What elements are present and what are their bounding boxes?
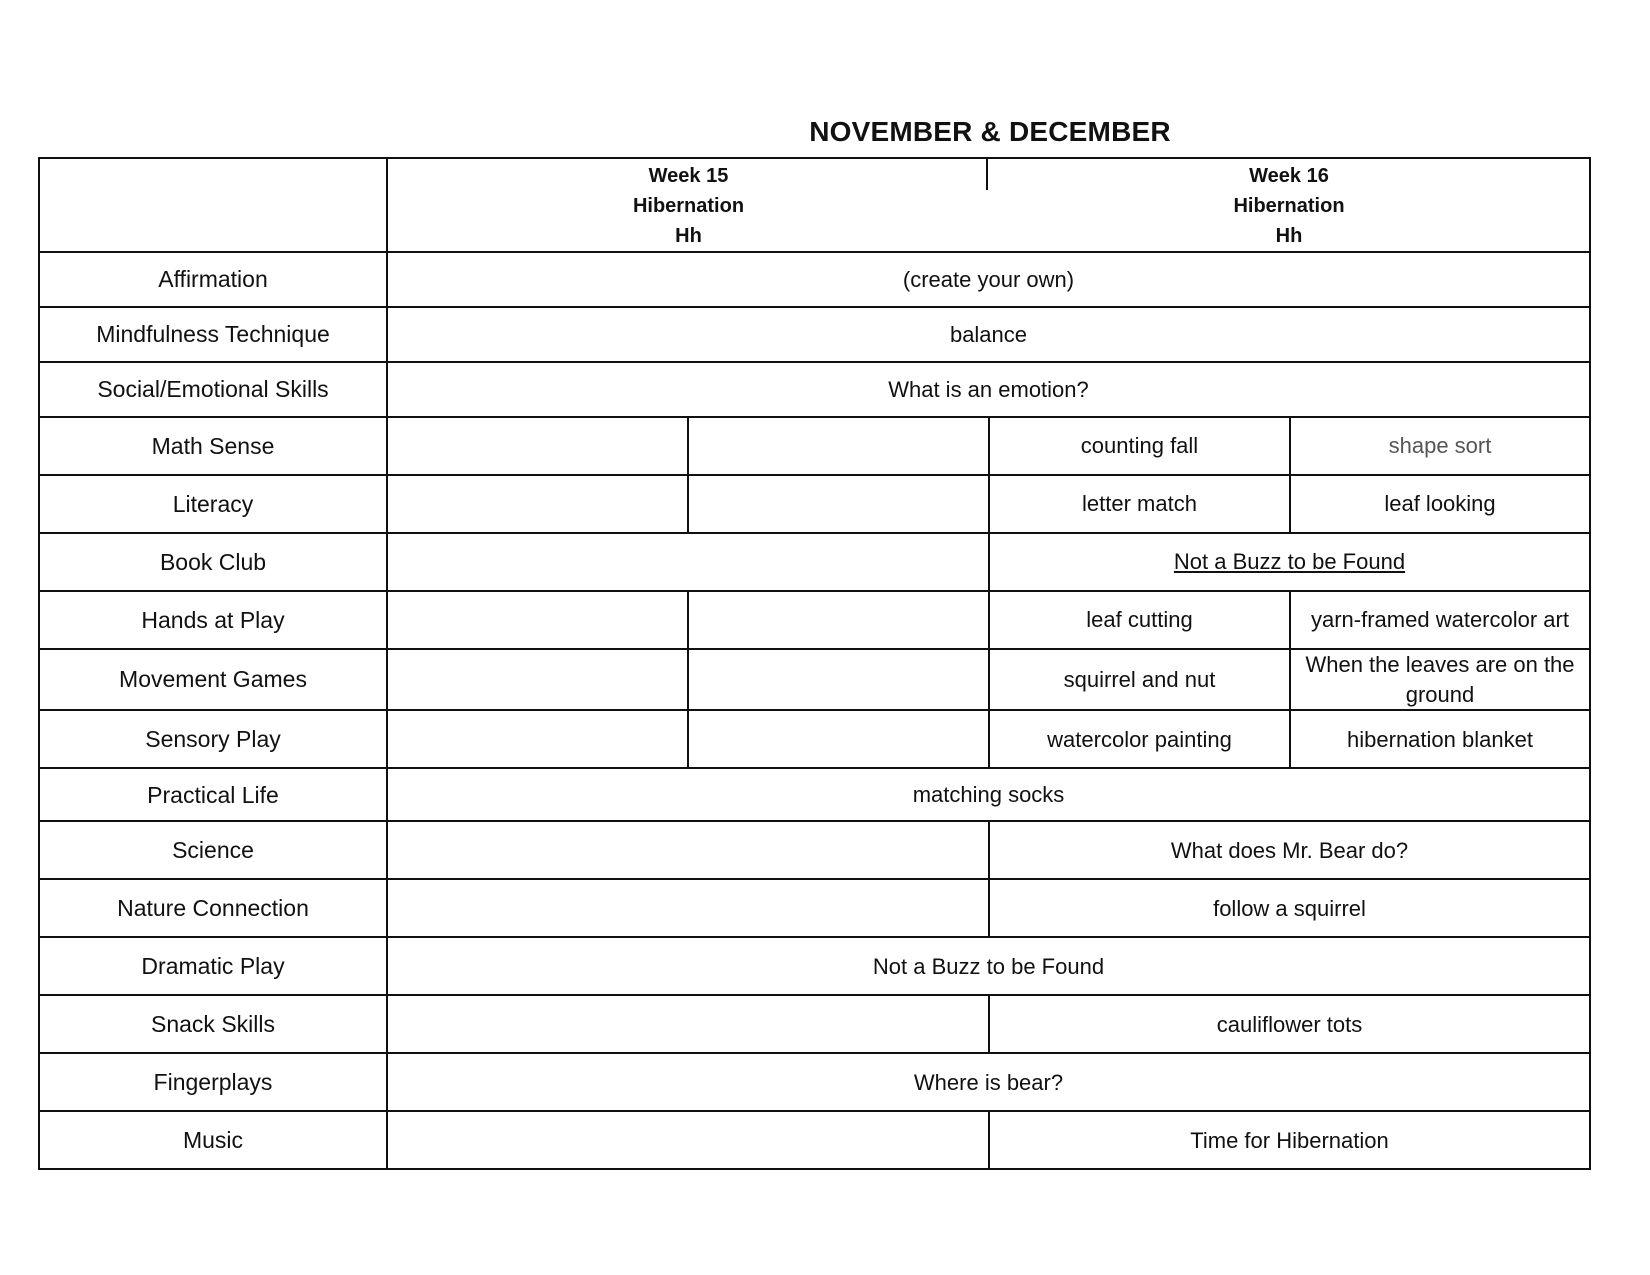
table-row: [39, 252, 1590, 307]
literacy-w16-b: leaf looking: [1290, 475, 1590, 533]
table-row: [39, 362, 1590, 417]
row-label: Dramatic Play: [39, 937, 387, 995]
row-label: Snack Skills: [39, 995, 387, 1053]
sensory-w15-b: [688, 710, 989, 768]
book-w15: [387, 533, 989, 591]
row-label: Nature Connection: [39, 879, 387, 937]
table-row: [39, 475, 1590, 533]
math-w16-a: counting fall: [989, 417, 1290, 475]
snack-w16: cauliflower tots: [989, 995, 1590, 1053]
social-cell: What is an emotion?: [387, 362, 1590, 417]
science-w15: [387, 821, 989, 879]
row-label: Mindfulness Technique: [39, 307, 387, 362]
movement-w15-b: [688, 649, 989, 710]
math-w15-b: [688, 417, 989, 475]
row-label: Literacy: [39, 475, 387, 533]
row-label: Movement Games: [39, 649, 387, 710]
row-label: Fingerplays: [39, 1053, 387, 1111]
mindfulness-cell: balance: [387, 307, 1590, 362]
table-row: [39, 995, 1590, 1053]
hands-w15-a: [387, 591, 688, 649]
week-16-header: [989, 158, 1590, 252]
week-16-label: Week 16: [1249, 165, 1329, 187]
header-row: [39, 158, 1590, 252]
music-w15: [387, 1111, 989, 1169]
hands-w15-b: [688, 591, 989, 649]
row-label: Hands at Play: [39, 591, 387, 649]
week-15-theme: Hibernation: [632, 195, 745, 217]
table-row: [39, 307, 1590, 362]
movement-w16-a: squirrel and nut: [989, 649, 1290, 710]
hands-w16-b: yarn-framed watercolor art: [1290, 591, 1590, 649]
week-15-header: [387, 158, 989, 252]
sensory-w16-a: watercolor painting: [989, 710, 1290, 768]
book-title: Not a Buzz to be Found: [1173, 549, 1406, 575]
literacy-w15-b: [688, 475, 989, 533]
table-row: [39, 533, 1590, 591]
table-row: [39, 821, 1590, 879]
table-row: [39, 1111, 1590, 1169]
curriculum-table: [38, 157, 1591, 1170]
row-label: Affirmation: [39, 252, 387, 307]
affirmation-cell: (create your own): [387, 252, 1590, 307]
literacy-w15-a: [387, 475, 688, 533]
sensory-w15-a: [387, 710, 688, 768]
practical-cell: matching socks: [387, 768, 1590, 821]
snack-w15: [387, 995, 989, 1053]
science-w16: What does Mr. Bear do?: [989, 821, 1590, 879]
table-row: [39, 937, 1590, 995]
music-w16: Time for Hibernation: [989, 1111, 1590, 1169]
table-row: [39, 710, 1590, 768]
movement-w16-b: When the leaves are on the ground: [1290, 649, 1590, 710]
row-label: Sensory Play: [39, 710, 387, 768]
math-w16-b: shape sort: [1290, 417, 1590, 475]
row-label: Practical Life: [39, 768, 387, 821]
table-row: [39, 417, 1590, 475]
table-row: [39, 1053, 1590, 1111]
math-w15-a: [387, 417, 688, 475]
movement-w15-a: [387, 649, 688, 710]
nature-w16: follow a squirrel: [989, 879, 1590, 937]
page-title: NOVEMBER & DECEMBER: [809, 116, 1171, 147]
hands-w16-a: leaf cutting: [989, 591, 1290, 649]
table-row: [39, 768, 1590, 821]
week-16-theme: Hibernation: [1233, 195, 1345, 217]
row-label: Math Sense: [39, 417, 387, 475]
fingerplays-cell: Where is bear?: [387, 1053, 1590, 1111]
row-label: Social/Emotional Skills: [39, 362, 387, 417]
week-15-label: Week 15: [648, 165, 729, 187]
header-corner: [39, 158, 387, 252]
row-label: Book Club: [39, 533, 387, 591]
book-w16: [989, 533, 1590, 591]
literacy-w16-a: letter match: [989, 475, 1290, 533]
sensory-w16-b: hibernation blanket: [1290, 710, 1590, 768]
row-label: Music: [39, 1111, 387, 1169]
nature-w15: [387, 879, 989, 937]
table-row: [39, 591, 1590, 649]
row-label: Science: [39, 821, 387, 879]
week-15-letter: Hh: [675, 225, 702, 247]
dramatic-cell: Not a Buzz to be Found: [387, 937, 1590, 995]
table-row: [39, 649, 1590, 710]
table-row: [39, 879, 1590, 937]
week-16-letter: Hh: [1275, 225, 1303, 247]
